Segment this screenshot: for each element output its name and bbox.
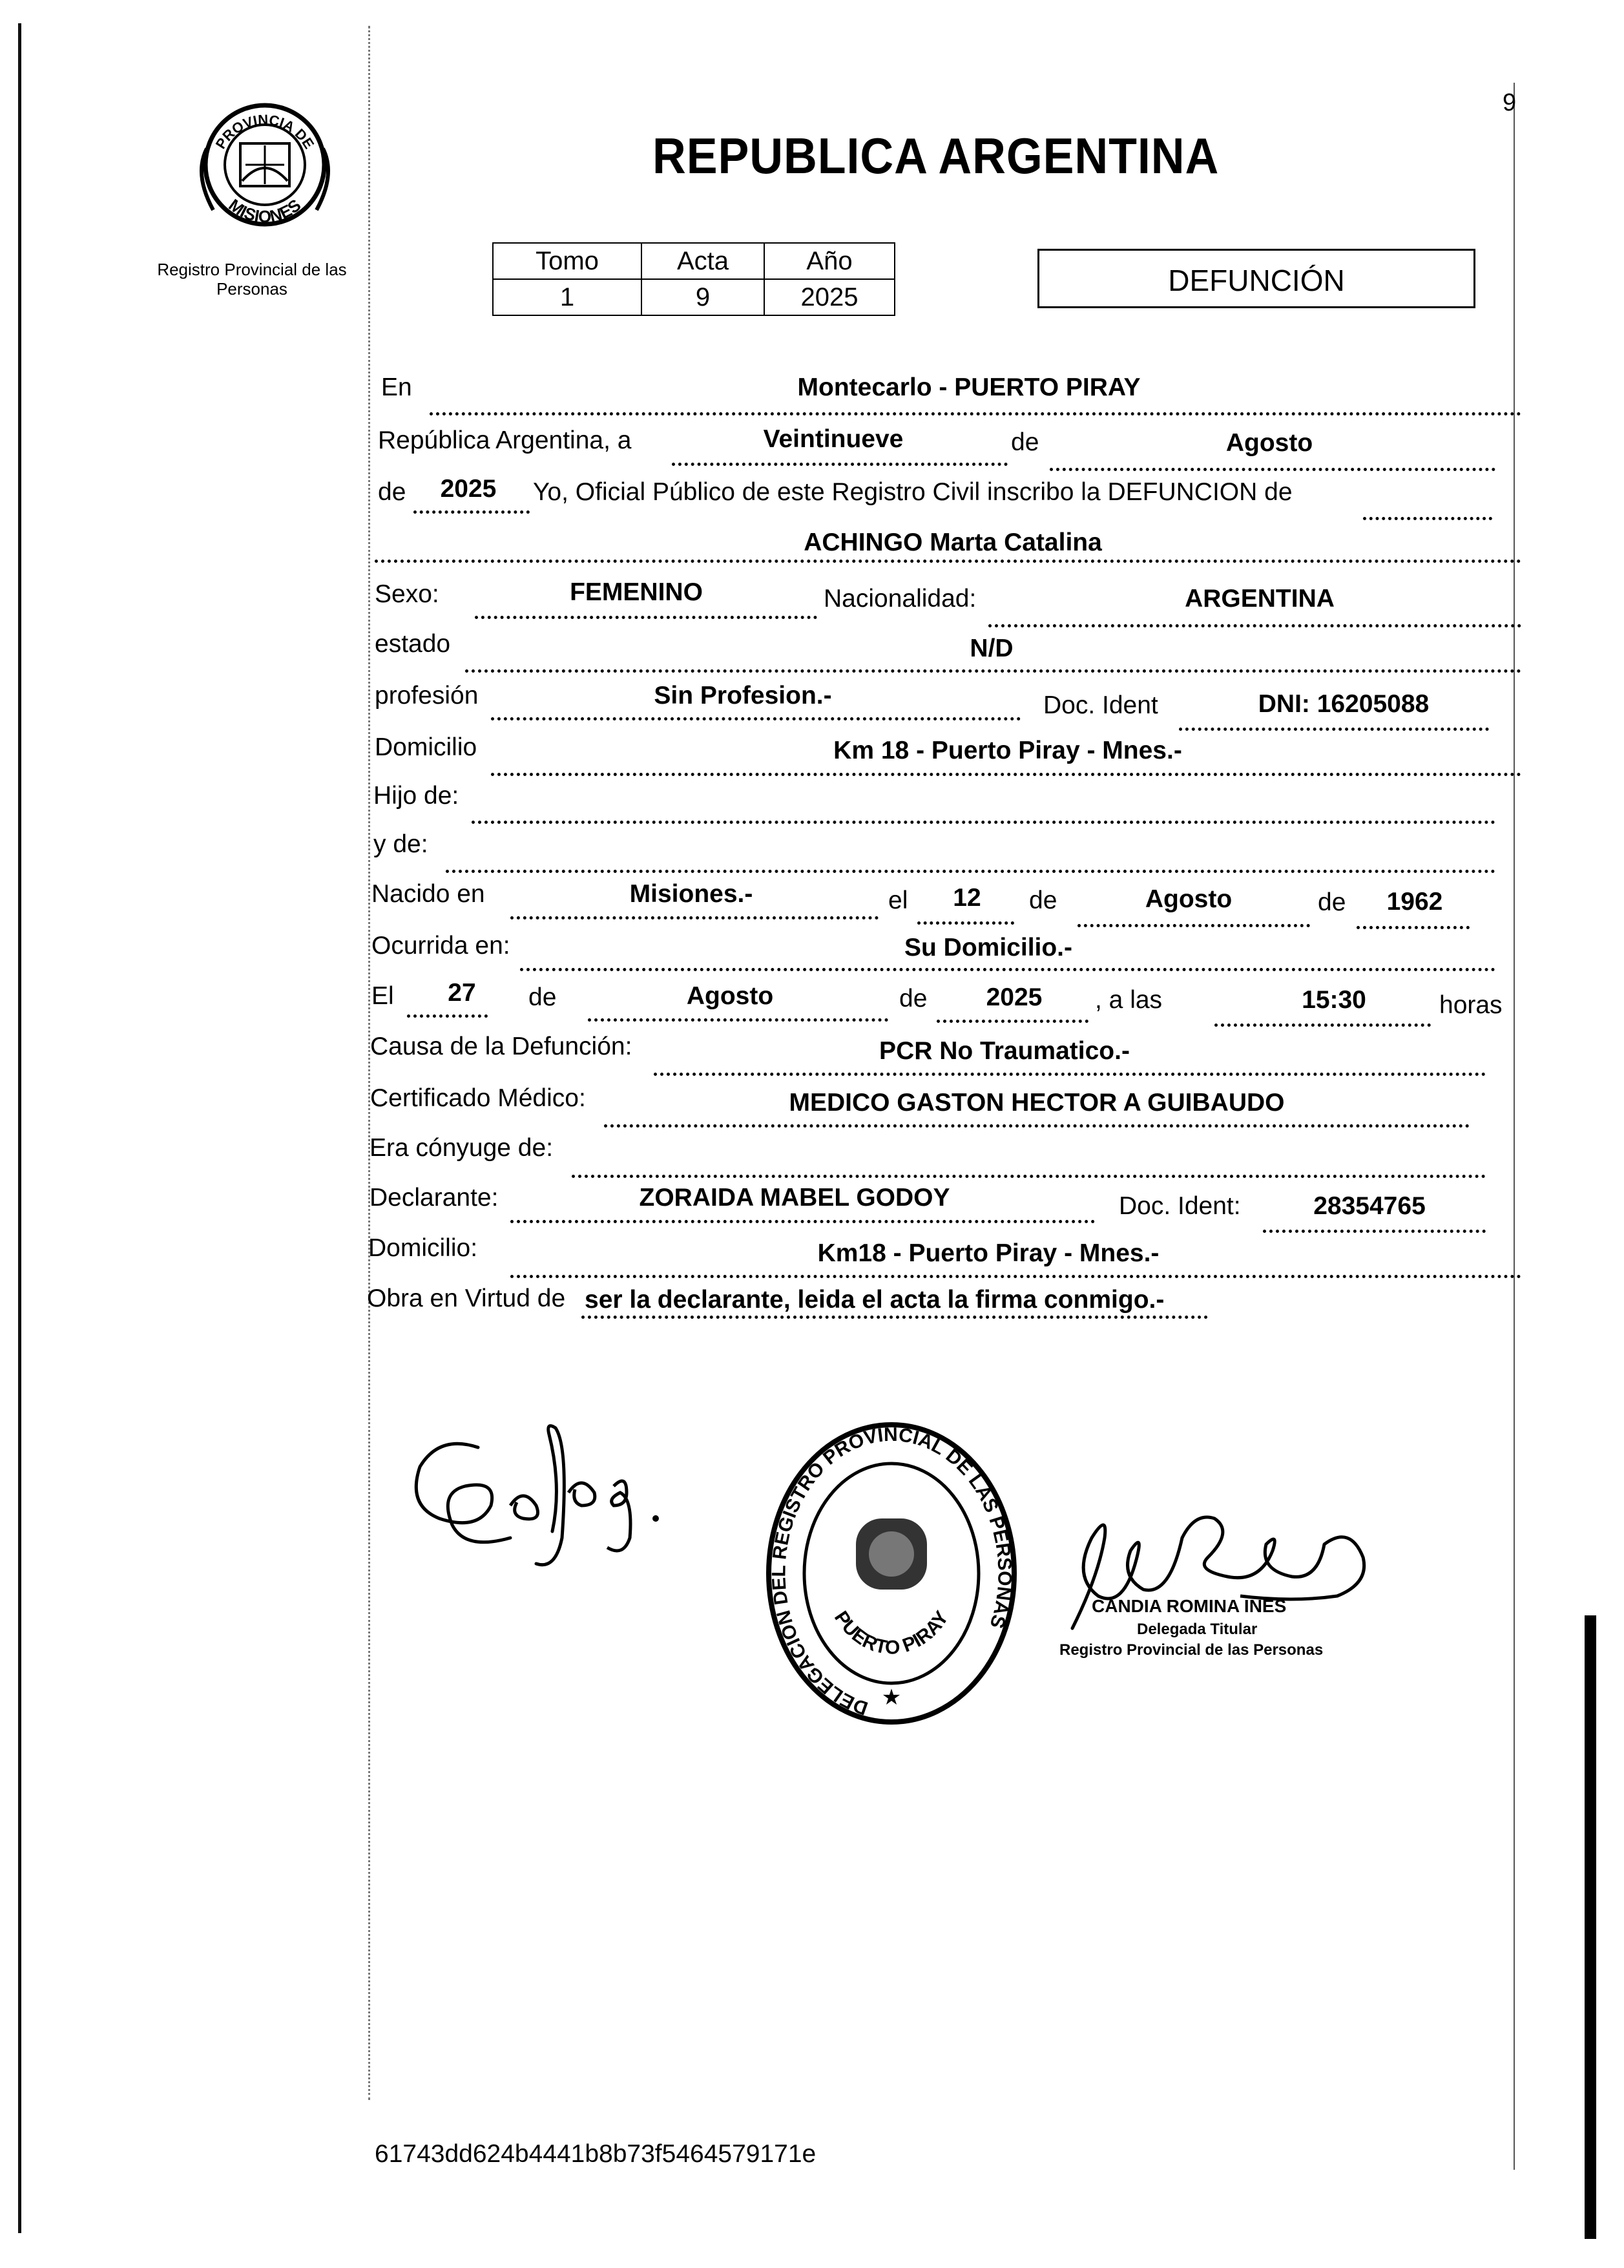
en-label: En <box>381 373 412 401</box>
page-title: REPUBLICA ARGENTINA <box>652 127 1220 184</box>
sexo-value: FEMENINO <box>570 578 703 606</box>
ocurrida-label: Ocurrida en: <box>371 932 510 960</box>
obra-label: Obra en Virtud de <box>367 1285 566 1312</box>
document-hash: 61743dd624b4441b8b73f5464579171e <box>375 2140 817 2168</box>
conyuge-label: Era cónyuge de: <box>370 1134 554 1162</box>
official-title: Delegada Titular <box>1137 1621 1258 1638</box>
record-table <box>492 242 895 316</box>
def-de1-label: de <box>528 983 557 1011</box>
yde-line <box>446 839 1495 873</box>
decl-doc-label: Doc. Ident: <box>1119 1192 1241 1220</box>
yde-label: y de: <box>373 830 428 858</box>
def-mes-value: Agosto <box>686 982 774 1010</box>
republica-label: República Argentina, a <box>378 426 632 454</box>
form-margin-line <box>368 26 370 2100</box>
svg-text:MISIONES: MISIONES <box>225 194 305 227</box>
nac-de2-label: de <box>1318 888 1346 916</box>
emblem-caption: Registro Provincial de las Personas <box>157 260 347 299</box>
cert-label: Certificado Médico: <box>370 1084 586 1112</box>
def-de2-label: de <box>899 985 928 1013</box>
el-label: el <box>888 887 908 914</box>
intro-text: Yo, Oficial Público de este Registro Civil inscribo la DEFUNCION de <box>533 478 1293 506</box>
value-tomo: 1 <box>493 279 641 315</box>
estado-label: estado <box>375 630 451 658</box>
el2-label: El <box>371 982 394 1010</box>
horas-label: horas <box>1439 991 1503 1019</box>
hijo-label: Hijo de: <box>373 782 459 810</box>
nombre-value: ACHINGO Marta Catalina <box>804 529 1102 556</box>
domicilio-label: Domicilio <box>375 733 477 761</box>
anio-value: 2025 <box>440 475 497 503</box>
intro-line <box>1363 486 1492 520</box>
official-office: Registro Provincial de las Personas <box>1059 1641 1324 1659</box>
page-number: 9 <box>1503 89 1517 116</box>
declarante-label: Declarante: <box>370 1184 499 1212</box>
scan-right-bar <box>1585 1615 1596 2239</box>
nac-de1-label: de <box>1029 887 1057 914</box>
declarante-value: ZORAIDA MABEL GODOY <box>639 1184 950 1212</box>
doc-label: Doc. Ident <box>1043 691 1158 719</box>
estado-value: N/D <box>970 635 1014 662</box>
causa-value: PCR No Traumatico.- <box>879 1037 1130 1065</box>
de-label: de <box>1011 428 1039 456</box>
nacido-label: Nacido en <box>371 880 485 908</box>
conyuge-line <box>572 1144 1486 1178</box>
header-anio: Año <box>764 243 895 279</box>
svg-text:PUERTO PIRAY <box>830 1608 953 1659</box>
nac-anio-value: 1962 <box>1386 888 1443 916</box>
declarant-signature <box>401 1409 672 1577</box>
provincial-emblem <box>181 84 349 252</box>
header-acta: Acta <box>641 243 764 279</box>
en-value: Montecarlo - PUERTO PIRAY <box>797 373 1141 401</box>
svg-text:PROVINCIA DE: PROVINCIA DE <box>212 111 318 152</box>
svg-text:★: ★ <box>881 1685 902 1710</box>
dia-value: Veintinueve <box>763 425 904 453</box>
nacionalidad-value: ARGENTINA <box>1185 585 1335 613</box>
cert-value: MEDICO GASTON HECTOR A GUIBAUDO <box>789 1089 1285 1117</box>
nac-mes-value: Agosto <box>1145 885 1233 913</box>
scan-left-edge <box>18 23 21 2233</box>
value-acta: 9 <box>641 279 764 315</box>
record-type-box: DEFUNCIÓN <box>1037 249 1475 308</box>
def-anio-value: 2025 <box>986 983 1043 1011</box>
profesion-label: profesión <box>375 682 479 709</box>
decl-dom-label: Domicilio: <box>368 1234 478 1262</box>
mes-value: Agosto <box>1225 429 1313 457</box>
anio-label: de <box>378 478 406 506</box>
profesion-value: Sin Profesion.- <box>654 682 832 709</box>
def-dia-value: 27 <box>448 979 476 1007</box>
sexo-label: Sexo: <box>375 580 439 608</box>
nacionalidad-label: Nacionalidad: <box>824 585 977 613</box>
doc-value: DNI: 16205088 <box>1258 690 1430 718</box>
domicilio-value: Km 18 - Puerto Piray - Mnes.- <box>833 737 1182 764</box>
stamp-ring-text: DELEGACION DEL REGISTRO PROVINCIAL DE LAS PERSONAS <box>768 1423 1015 1719</box>
decl-doc-value: 28354765 <box>1313 1192 1426 1220</box>
hijo-line <box>472 790 1495 824</box>
alas-label: , a las <box>1095 986 1163 1014</box>
decl-dom-value: Km18 - Puerto Piray - Mnes.- <box>817 1239 1160 1267</box>
official-name: CANDIA ROMINA INES <box>1092 1596 1287 1616</box>
obra-value: ser la declarante, leida el acta la firma conmigo.- <box>585 1286 1165 1314</box>
ocurrida-value: Su Domicilio.- <box>904 934 1073 961</box>
value-anio: 2025 <box>764 279 895 315</box>
def-hora-value: 15:30 <box>1302 986 1366 1014</box>
nacido-value: Misiones.- <box>629 880 753 908</box>
official-stamp <box>756 1422 1027 1732</box>
stamp-inner-text: PUERTO PIRAY <box>829 1607 953 1659</box>
causa-label: Causa de la Defunción: <box>370 1033 632 1060</box>
header-tomo: Tomo <box>493 243 641 279</box>
nac-dia-value: 12 <box>953 884 981 912</box>
